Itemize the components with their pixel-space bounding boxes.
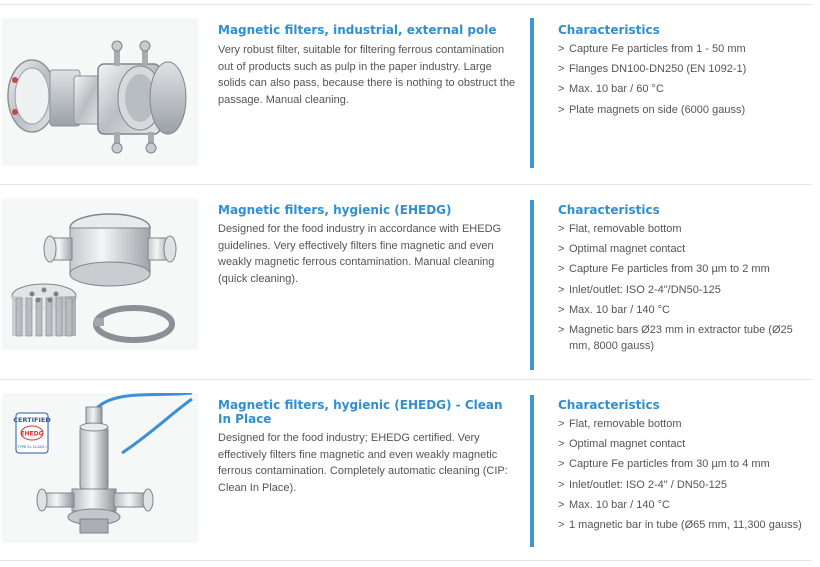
list-item: > Flat, removable bottom — [558, 223, 682, 235]
chevron-right-icon: > — [558, 223, 565, 235]
list-item: > 1 magnetic bar in tube (Ø65 mm, 11,300 gauss) — [558, 518, 802, 531]
list-item: > Optimal magnet contact — [558, 243, 686, 256]
chevron-right-icon: > — [558, 418, 565, 430]
characteristics-title: Characteristics — [558, 23, 660, 37]
characteristics-divider — [530, 395, 534, 547]
product-description: Designed for the food industry; EHEDG certified. Very effectively filters fine magnetic and even weakly magnetic ferrous contamination. Completely automatic cleaning (CIP: Clean In Place). — [218, 432, 508, 494]
product-title[interactable]: Magnetic filters, hygienic (EHEDG) — [218, 203, 452, 217]
list-item: > Flat, removable bottom — [558, 418, 682, 430]
industrial-filter-illustration — [2, 18, 198, 166]
chevron-right-icon: > — [558, 438, 565, 451]
product-description: Designed for the food industry in accordance with EHEDG guidelines. Very effectively filters fine magnetic and even weakly magnetic ferrous contamination. Manual cleaning (quick cleaning). — [218, 223, 502, 285]
list-item: > Flanges DN100-DN250 (EN 1092-1) — [558, 63, 747, 76]
ehedg-certified-badge — [13, 413, 51, 453]
product-row-hygienic — [0, 184, 812, 379]
chevron-right-icon: > — [558, 263, 565, 276]
chevron-right-icon: > — [558, 478, 565, 491]
product-title[interactable]: Magnetic filters, industrial, external pole — [218, 23, 497, 37]
product-image-industrial-filter[interactable] — [2, 18, 198, 166]
chevron-right-icon: > — [558, 243, 565, 256]
characteristics-divider — [530, 18, 534, 168]
list-item: > Capture Fe particles from 30 µm to 2 mm — [558, 263, 770, 276]
list-item: > Max. 10 bar / 140 °C — [558, 303, 671, 316]
characteristics-divider — [530, 200, 534, 370]
list-item: > Capture Fe particles from 1 - 50 mm — [558, 43, 746, 55]
characteristics-list — [558, 221, 808, 358]
chevron-right-icon: > — [558, 458, 565, 471]
chevron-right-icon: > — [558, 518, 565, 531]
row-separator-bottom — [0, 560, 812, 561]
list-item: > Capture Fe particles from 30 µm to 4 mm — [558, 458, 770, 471]
product-image-hygienic-filter[interactable] — [2, 198, 198, 350]
list-item: > Optimal magnet contact — [558, 438, 686, 451]
list-item: > Max. 10 bar / 140 °C — [558, 498, 671, 511]
list-item: > Magnetic bars Ø23 mm in extractor tube (Ø25 mm, 8000 gauss) — [558, 323, 793, 352]
list-item: > Inlet/outlet: ISO 2-4" / DN50-125 — [558, 478, 727, 491]
product-description: Very robust filter, suitable for filtering ferrous contamination out of products such as pulp in the paper industry. Large solids can also pass, because there is nothing to obstruct the passage. Manual cleaning. — [218, 44, 516, 106]
badge-ehedg-text: EHEDG — [20, 430, 44, 438]
chevron-right-icon: > — [558, 83, 565, 96]
product-row-industrial — [0, 0, 812, 184]
hygienic-filter-illustration — [2, 198, 198, 350]
product-title[interactable]: Magnetic filters, hygienic (EHEDG) - Clean In Place — [218, 398, 503, 426]
product-image-cip-filter[interactable] — [2, 393, 198, 543]
badge-certified-text: CERTIFIED — [13, 416, 51, 424]
list-item: > Max. 10 bar / 60 °C — [558, 83, 664, 96]
characteristics-title: Characteristics — [558, 203, 660, 217]
chevron-right-icon: > — [558, 498, 565, 511]
list-item: > Plate magnets on side (6000 gauss) — [558, 103, 746, 116]
product-row-hygienic-cip — [0, 379, 812, 560]
characteristics-list — [558, 416, 808, 537]
chevron-right-icon: > — [558, 323, 565, 336]
chevron-right-icon: > — [558, 43, 565, 55]
chevron-right-icon: > — [558, 303, 565, 316]
chevron-right-icon: > — [558, 63, 565, 76]
badge-type-text: TYPE EL CLASS I — [17, 445, 47, 449]
characteristics-list — [558, 41, 808, 122]
cip-filter-illustration — [2, 393, 198, 543]
chevron-right-icon: > — [558, 103, 565, 116]
characteristics-title: Characteristics — [558, 398, 660, 412]
chevron-right-icon: > — [558, 283, 565, 296]
list-item: > Inlet/outlet: ISO 2-4"/DN50-125 — [558, 283, 721, 296]
